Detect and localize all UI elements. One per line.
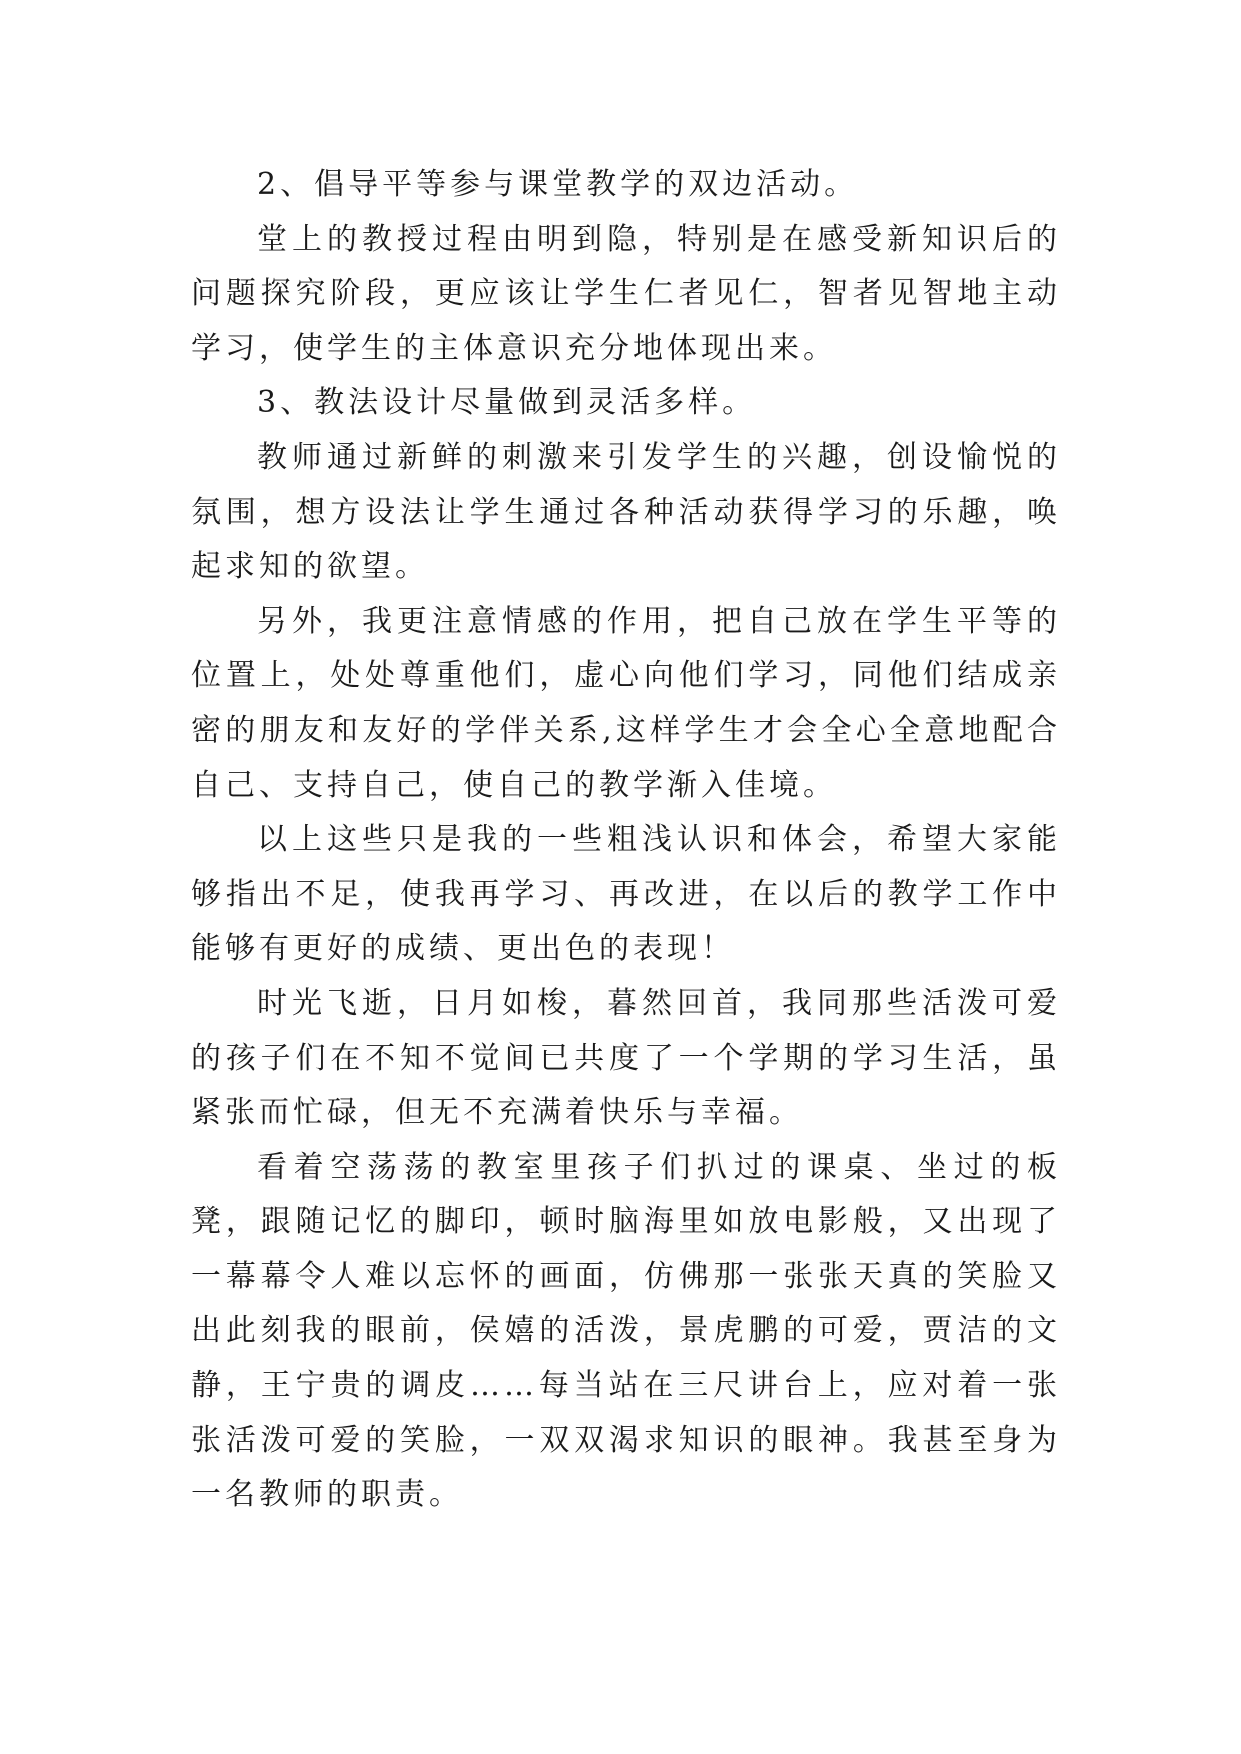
paragraph-8: 看着空荡荡的教室里孩子们扒过的课桌、坐过的板凳，跟随记忆的脚印，顿时脑海里如放电影般，又出现了一幕幕令人难以忘怀的画面，仿佛那一张张天真的笑脸又出此刻我的眼前，侯嬉的活泼，景虎鹏的可爱，贾洁的文静，王宁贵的调皮……每当站在三尺讲台上，应对着一张张活泼可爱的笑脸，一双双渴求知识的眼神。我甚至身为一名教师的职责。 [191, 1149, 1061, 1513]
paragraph-4: 教师通过新鲜的刺激来引发学生的兴趣，创设愉悦的氛围，想方设法让学生通过各种活动获得学习的乐趣，唤起求知的欲望。 [191, 439, 1061, 585]
paragraph-2: 堂上的教授过程由明到隐，特别是在感受新知识后的问题探究阶段，更应该让学生仁者见仁，智者见智地主动学习，使学生的主体意识充分地体现出来。 [191, 221, 1061, 366]
paragraph-5: 另外，我更注意情感的作用，把自己放在学生平等的位置上，处处尊重他们，虚心向他们学习，同他们结成亲密的朋友和友好的学伴关系,这样学生才会全心全意地配合自己、支持自己，使自己的教学渐入佳境。 [191, 603, 1061, 803]
paragraph-7: 时光飞逝，日月如梭，暮然回首，我同那些活泼可爱的孩子们在不知不觉间已共度了一个学期的学习生活，虽紧张而忙碌，但无不充满着快乐与幸福。 [191, 985, 1061, 1131]
paragraph-6: 以上这些只是我的一些粗浅认识和体会，希望大家能够指出不足，使我再学习、再改进，在以后的教学工作中能够有更好的成绩、更出色的表现！ [191, 822, 1061, 967]
paragraph-3: 3、教法设计尽量做到灵活多样。 [257, 385, 757, 421]
paragraph-1: 2、倡导平等参与课堂教学的双边活动。 [257, 167, 859, 202]
document-body [191, 158, 1061, 1523]
